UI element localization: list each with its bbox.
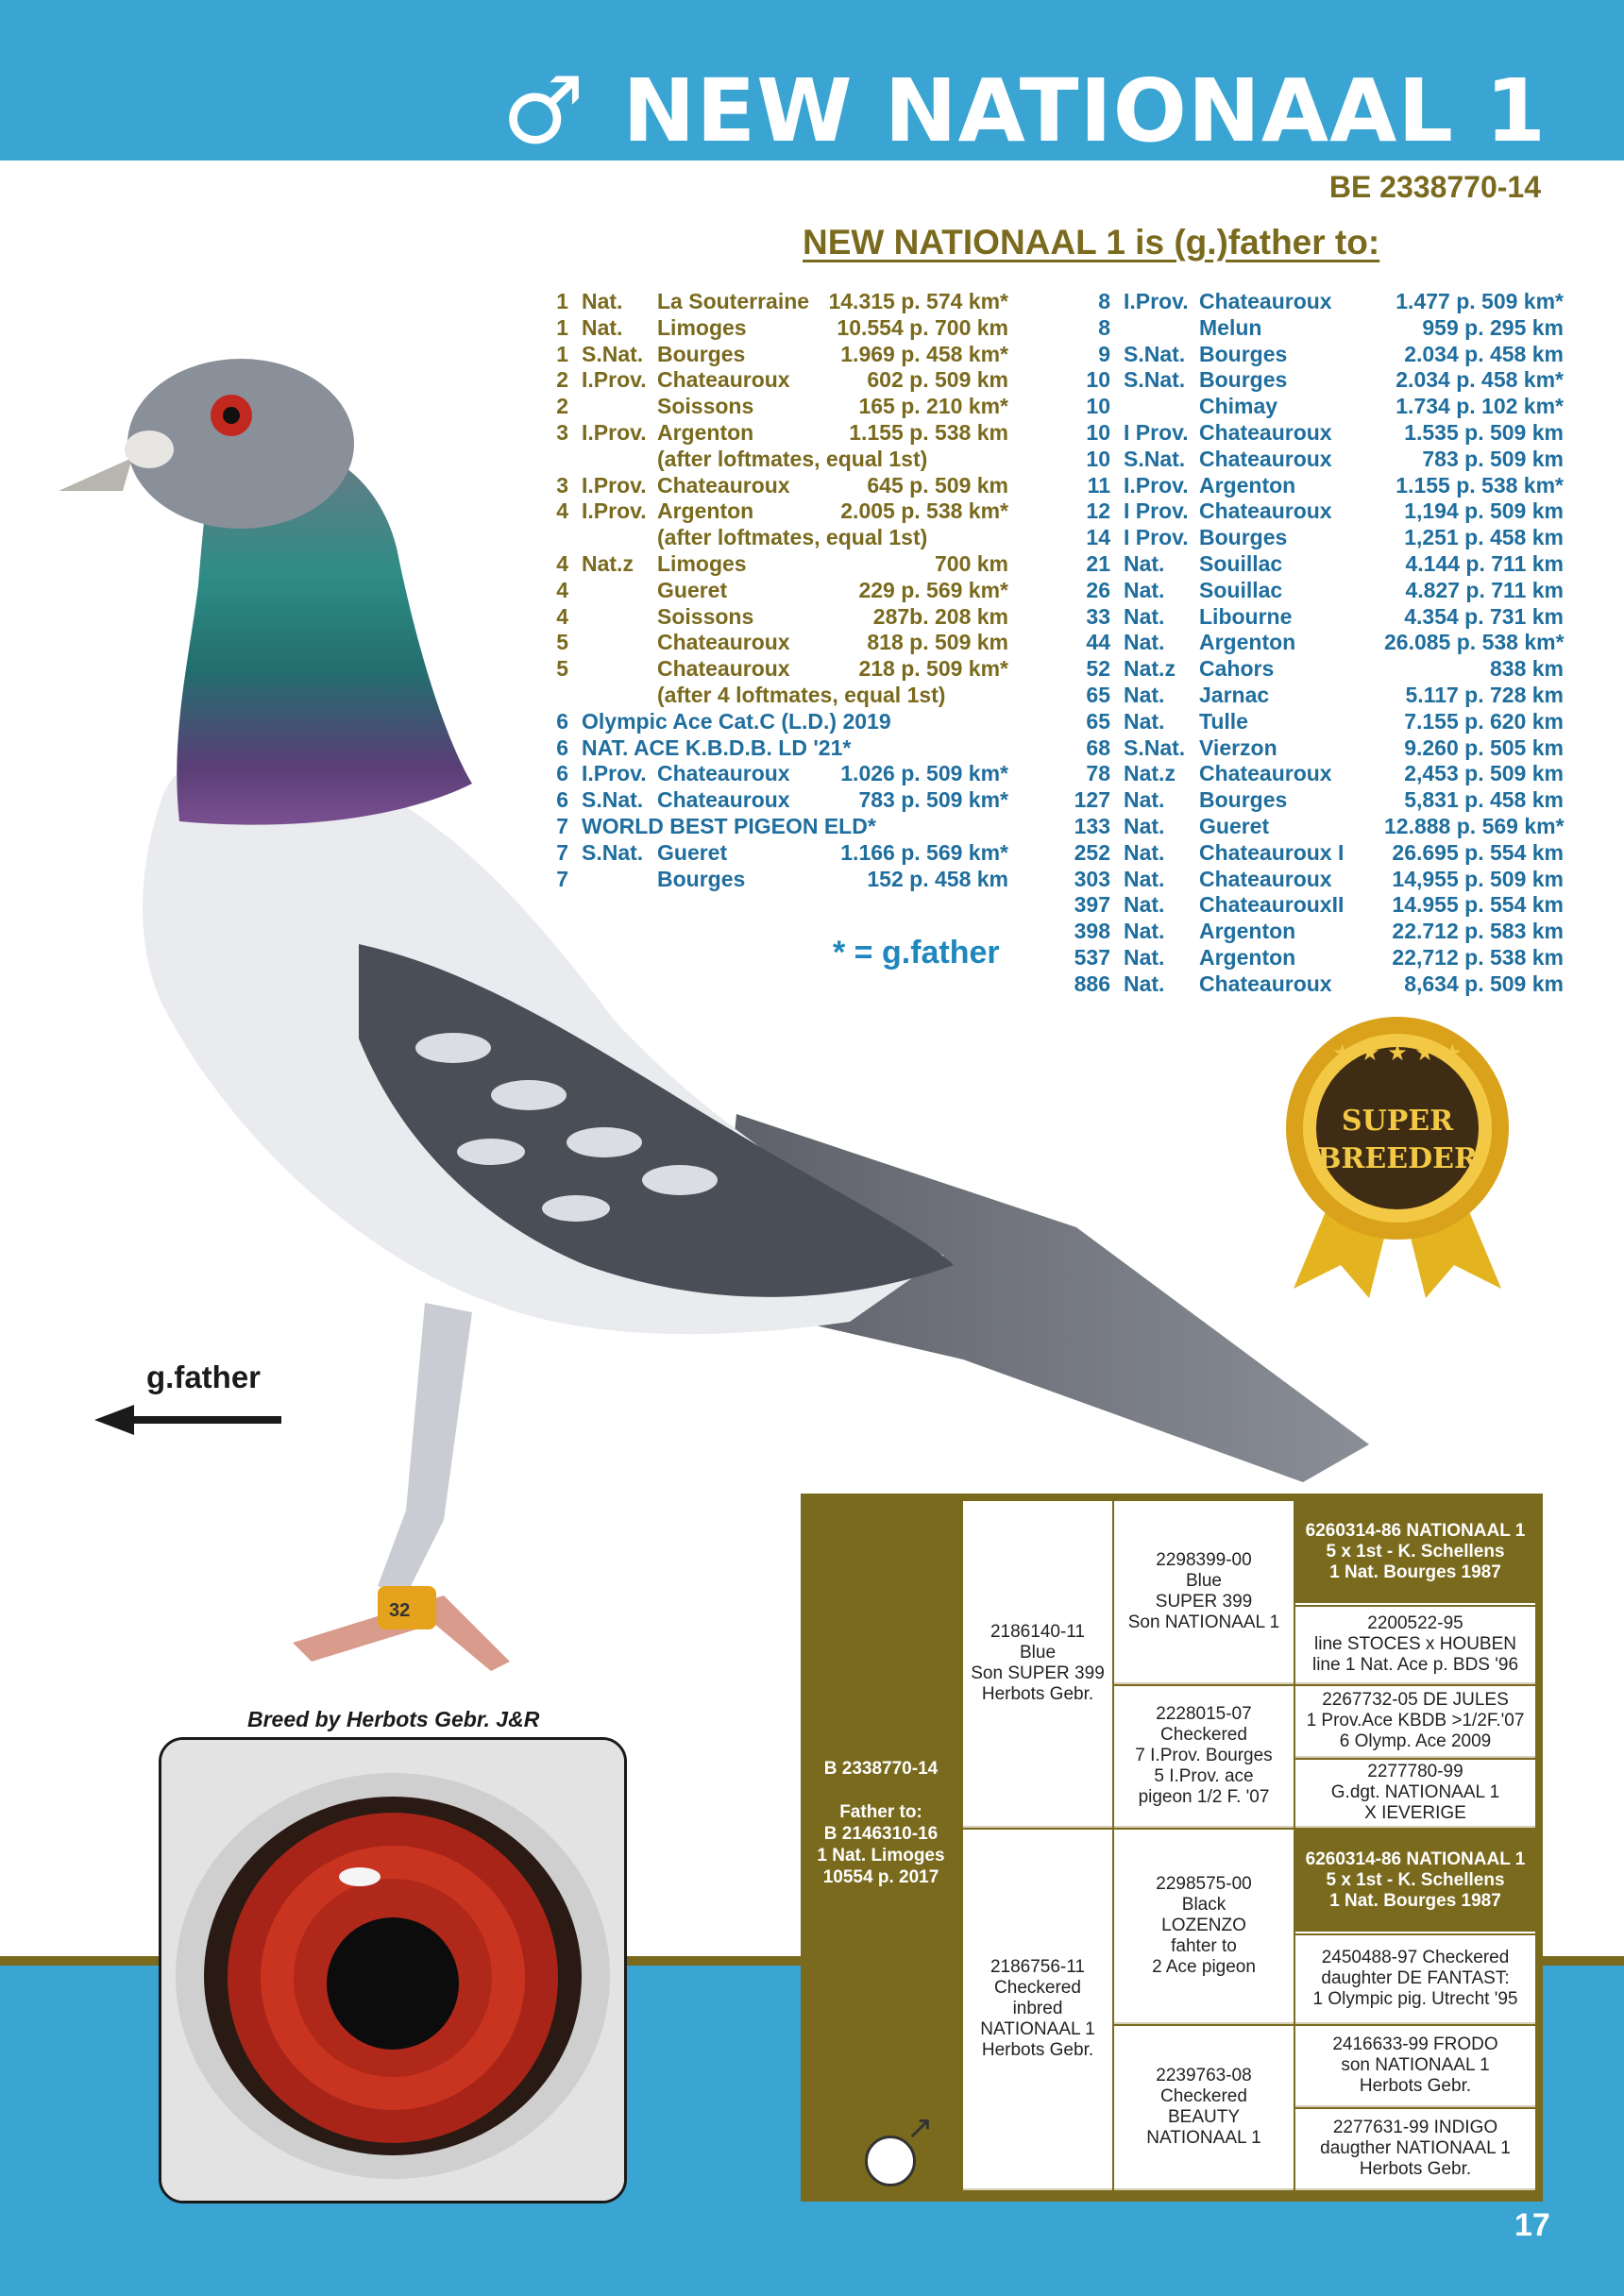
result-birds-distance: 2.034 p. 458 km [1404,341,1564,366]
result-rank: 11 [1087,472,1110,498]
result-row [1057,367,1564,394]
result-rank: 65 [1086,708,1110,734]
result-rank: 68 [1086,734,1110,760]
badge-line-1: SUPER [1341,1105,1454,1138]
result-row [534,394,1134,420]
pedigree-gen4-3: 2267732-05 DE JULES 1 Prov.Ace KBDB >1/2F.'07 6 Olymp. Ace 2009 [1295,1686,1535,1758]
result-row [1057,735,1564,762]
result-birds-distance: 1.166 p. 569 km* [840,839,1008,865]
result-race: Vierzon [1199,734,1277,760]
result-race: Limoges [657,550,747,576]
result-level: S.Nat. [1124,734,1186,760]
result-race: Chimay [1199,394,1278,419]
result-birds-distance: 1,251 p. 458 km [1404,525,1564,550]
result-race: Argenton [657,498,754,524]
result-race: Chateauroux [657,787,790,813]
result-race: Tulle [1199,708,1248,734]
result-birds-distance: 4.827 p. 711 km [1405,577,1564,602]
result-race: Chateauroux [1199,761,1332,786]
result-rank: 10 [1086,419,1110,445]
result-race: Chateauroux [1199,446,1332,471]
result-level: Nat. [1124,550,1165,576]
pedigree-gen4-8: 2277631-99 INDIGO daugther NATIONAAL 1 Herbots Gebr. [1295,2109,1535,2190]
result-row [1057,709,1564,735]
result-rank: 10 [1086,394,1110,419]
result-birds-distance: 14.955 p. 554 km [1392,892,1564,918]
super-breeder-badge [1275,1015,1520,1308]
result-row [1057,578,1564,604]
result-level: I Prov. [1124,419,1189,445]
result-rank: 1 [556,314,568,340]
result-row [534,840,1134,867]
result-title: NAT. ACE K.B.D.B. LD '21* [582,734,852,760]
svg-text:32: 32 [389,1600,411,1621]
result-birds-distance: 165 p. 210 km* [858,394,1008,419]
pedigree-gen3-1: 2298399-00 Blue SUPER 399 Son NATIONAAL 1 [1114,1501,1294,1684]
result-row [1057,840,1564,867]
result-row [534,656,1134,683]
result-rank: 6 [556,761,568,786]
result-birds-distance: 5.117 p. 728 km [1405,682,1564,707]
result-row [1057,630,1564,656]
result-row [534,342,1134,368]
result-birds-distance: 1.535 p. 509 km [1404,419,1564,445]
result-rank: 2 [556,394,568,419]
result-rank: 252 [1074,839,1110,865]
svg-text:★ ★ ★ ★ ★: ★ ★ ★ ★ ★ [1331,1039,1463,1066]
result-birds-distance: 2.005 p. 538 km* [840,498,1008,524]
result-row [534,761,1134,787]
result-level: Nat. [582,289,623,313]
result-level: S.Nat. [582,341,644,366]
result-rank: 397 [1074,892,1110,918]
eye-photo [159,1737,627,2203]
result-row [1057,498,1564,525]
pedigree-gen4-5: 6260314-86 NATIONAAL 1 5 x 1st - K. Schellens 1 Nat. Bourges 1987 [1295,1830,1535,1933]
result-race: Soissons [657,603,754,629]
result-race: Chateauroux [657,630,790,655]
result-race: Argenton [1199,630,1296,655]
result-row [534,447,1134,473]
result-race: (after 4 loftmates, equal 1st) [657,682,946,707]
result-birds-distance: 8,634 p. 509 km [1404,971,1564,996]
pedigree-dam: 2186756-11 Checkered inbred NATIONAAL 1 Herbots Gebr. [963,1830,1112,2190]
result-rank: 1 [556,289,568,313]
result-birds-distance: 2,453 p. 509 km [1404,761,1564,786]
result-row [1057,342,1564,368]
result-level: S.Nat. [1124,367,1186,393]
pedigree-gen4-4: 2277780-99 G.dgt. NATIONAAL 1 X IEVERIGE [1295,1760,1535,1828]
result-rank: 303 [1074,866,1110,891]
result-birds-distance: 4.144 p. 711 km [1405,550,1564,576]
result-row [1057,787,1564,814]
result-rank: 7 [556,866,568,891]
result-row [534,814,1134,840]
result-level: I.Prov. [1124,289,1189,313]
result-level: I.Prov. [582,419,647,445]
result-race: Gueret [657,577,728,602]
result-level [582,656,657,683]
result-race: Souillac [1199,577,1283,602]
result-level: Nat. [1124,892,1165,918]
result-rank [534,683,582,709]
result-row [1057,814,1564,840]
result-birds-distance: 22,712 p. 538 km [1392,944,1564,970]
male-arrow-icon: ↗ [906,2109,934,2147]
result-race: Bourges [1199,341,1288,366]
result-rank: 78 [1086,761,1110,786]
badge-line-2: BREEDER [1317,1142,1478,1175]
result-rank: 44 [1086,630,1110,655]
result-rank: 537 [1074,944,1110,970]
result-rank: 1 [556,341,568,366]
result-birds-distance: 229 p. 569 km* [858,577,1008,602]
result-rank: 6 [556,734,568,760]
result-row [534,367,1134,394]
results-heading: NEW NATIONAAL 1 is (g.)father to: [803,223,1380,262]
result-row [1057,892,1564,919]
result-row [1057,945,1564,971]
result-race: Argenton [1199,472,1296,498]
result-level [582,683,657,709]
result-race: Soissons [657,394,754,419]
result-rank: 7 [556,839,568,865]
result-birds-distance: 1.734 p. 102 km* [1396,394,1564,419]
result-row [1057,420,1564,447]
result-rank [534,447,582,473]
result-level: Nat. [1124,577,1165,602]
result-level [582,447,657,473]
result-rank: 398 [1074,919,1110,944]
pedigree-sire: 2186140-11 Blue Son SUPER 399 Herbots Gebr. [963,1501,1112,1828]
result-race: Bourges [1199,525,1288,550]
result-birds-distance: 14.315 p. 574 km* [828,289,1008,313]
result-race: Limoges [657,314,747,340]
result-rank: 21 [1086,550,1110,576]
result-race: Chateauroux I [1199,839,1345,865]
page-title: NEW NATIONAAL 1 [622,60,1547,161]
result-race: Chateauroux [1199,498,1332,524]
result-row [1057,971,1564,998]
result-birds-distance: 959 p. 295 km [1422,314,1564,340]
result-rank: 8 [1098,314,1110,340]
result-birds-distance: 7.155 p. 620 km [1404,708,1564,734]
result-rank: 3 [556,419,568,445]
result-race: Chateauroux [1199,419,1332,445]
result-level: S.Nat. [582,839,644,865]
pedigree-table [801,1494,1543,2202]
result-level: Nat. [582,314,623,340]
result-level: S.Nat. [1124,341,1186,366]
pedigree-gen3-2: 2228015-07 Checkered 7 I.Prov. Bourges 5 I.Prov. ace pigeon 1/2 F. '07 [1114,1686,1294,1828]
result-rank: 6 [556,787,568,813]
result-race: Jarnac [1199,682,1270,707]
result-level: Nat. [1124,682,1165,707]
result-birds-distance: 9.260 p. 505 km [1404,734,1564,760]
result-race: Bourges [657,866,746,891]
result-race: Chateauroux [1199,289,1332,313]
result-row [1057,656,1564,683]
result-birds-distance: 4.354 p. 731 km [1404,603,1564,629]
result-race: Gueret [1199,813,1270,838]
result-race: Souillac [1199,550,1283,576]
result-level [582,525,657,551]
result-rank: 886 [1074,971,1110,996]
result-birds-distance: 14,955 p. 509 km [1392,866,1564,891]
result-race: Chateauroux [657,367,790,393]
result-row [534,551,1134,578]
result-birds-distance: 645 p. 509 km [867,472,1008,498]
result-birds-distance: 5,831 p. 458 km [1404,787,1564,813]
result-birds-distance: 2.034 p. 458 km* [1396,367,1564,393]
result-birds-distance: 700 km [934,550,1008,576]
result-race: Chateauroux [657,761,790,786]
result-rank: 10 [1086,367,1110,393]
result-level: Nat. [1124,813,1165,838]
result-row [1057,394,1564,420]
result-level: S.Nat. [582,787,644,813]
result-row [534,604,1134,631]
result-birds-distance: 26.085 p. 538 km* [1384,630,1565,655]
result-row [534,498,1134,525]
result-level [582,630,657,656]
result-rank: 4 [556,603,568,629]
result-row [1057,473,1564,499]
result-birds-distance: 1.155 p. 538 km [849,419,1008,445]
header [501,55,1547,168]
result-level: I.Prov. [1124,472,1189,498]
pedigree-gen4-2: 2200522-95 line STOCES x HOUBEN line 1 Nat. Ace p. BDS '96 [1295,1607,1535,1684]
pedigree-main-bird: B 2338770-14 Father to: B 2146310-16 1 Nat. Limoges 10554 p. 2017 [817,1759,945,1887]
result-level: Nat.z [1124,761,1176,786]
ring-number: BE 2338770-14 [1328,170,1541,204]
result-level: Nat. [1124,603,1165,629]
result-race: (after loftmates, equal 1st) [657,525,928,550]
result-rank: 8 [1098,289,1110,313]
result-race: Argenton [657,419,754,445]
results-list-right [1057,289,1564,998]
result-row [534,525,1134,551]
result-level [582,578,657,604]
result-title: WORLD BEST PIGEON ELD* [582,813,876,838]
result-level [1124,394,1199,420]
result-race: Chateauroux [657,472,790,498]
result-row [534,289,1134,315]
pedigree-gen3-3: 2298575-00 Black LOZENZO fahter to 2 Ace pigeon [1114,1830,1294,2024]
result-level: S.Nat. [1124,446,1186,471]
pedigree-gen4-7: 2416633-99 FRODO son NATIONAAL 1 Herbots Gebr. [1295,2026,1535,2107]
result-title: Olympic Ace Cat.C (L.D.) 2019 [582,708,891,734]
result-level: Nat. [1124,630,1165,655]
result-row [534,867,1134,893]
result-level: I.Prov. [582,498,647,524]
result-row [534,735,1134,762]
male-symbol-icon: ♂ [501,58,585,165]
result-birds-distance: 1.969 p. 458 km* [840,341,1008,366]
result-birds-distance: 1,194 p. 509 km [1404,498,1564,524]
result-row [534,473,1134,499]
result-race: Melun [1199,314,1262,340]
pedigree-gen4-1: 6260314-86 NATIONAAL 1 5 x 1st - K. Schellens 1 Nat. Bourges 1987 [1295,1501,1535,1605]
result-rank: 5 [556,656,568,682]
result-row [534,683,1134,709]
result-level: I.Prov. [582,367,647,393]
result-row [534,787,1134,814]
result-race: Chateauroux [1199,971,1332,996]
pedigree-gen3-4: 2239763-08 Checkered BEAUTY NATIONAAL 1 [1114,2026,1294,2190]
result-birds-distance: 218 p. 509 km* [858,656,1008,682]
result-rank: 14 [1086,525,1110,550]
result-level: I Prov. [1124,525,1189,550]
result-rank: 10 [1086,446,1110,471]
result-rank: 6 [556,708,568,734]
result-rank [534,525,582,551]
result-race: Bourges [657,341,746,366]
result-rank: 52 [1086,656,1110,682]
result-rank: 4 [556,577,568,602]
page-number: 17 [1514,2207,1550,2243]
result-level: Nat. [1124,971,1165,996]
result-rank: 2 [556,367,568,393]
result-birds-distance: 1.026 p. 509 km* [840,761,1008,786]
result-row [1057,761,1564,787]
gfather-legend: * = g.father [833,935,1000,971]
result-row [1057,919,1564,945]
gfather-label: g.father [146,1359,262,1394]
result-birds-distance: 838 km [1489,656,1564,682]
result-level [1124,315,1199,342]
pedigree-gen4-6: 2450488-97 Checkered daughter DE FANTAST: 1 Olympic pig. Utrecht '95 [1295,1935,1535,2024]
result-birds-distance: 1.477 p. 509 km* [1396,289,1564,313]
result-level: Nat. [1124,919,1165,944]
result-birds-distance: 10.554 p. 700 km [837,314,1008,340]
result-rank: 65 [1086,682,1110,707]
results-list-left [534,289,1134,892]
result-row [1057,447,1564,473]
result-rank: 5 [556,630,568,655]
result-level [582,604,657,631]
result-birds-distance: 783 p. 509 km* [858,787,1008,813]
result-race: Chateauroux [657,656,790,682]
result-row [534,709,1134,735]
result-race: Chateauroux [1199,866,1332,891]
result-birds-distance: 602 p. 509 km [867,367,1008,393]
result-birds-distance: 783 p. 509 km [1422,446,1564,471]
result-race: ChateaurouxII [1199,892,1345,918]
result-row [1057,683,1564,709]
result-level [582,867,657,893]
result-birds-distance: 287b. 208 km [872,603,1008,629]
result-level: Nat. [1124,866,1165,891]
result-level: I.Prov. [582,472,647,498]
result-level: Nat.z [582,550,634,576]
result-level: Nat. [1124,708,1165,734]
result-race: Bourges [1199,367,1288,393]
result-level: I.Prov. [582,761,647,786]
result-rank: 7 [556,813,568,838]
result-race: (after loftmates, equal 1st) [657,446,928,471]
result-rank: 3 [556,472,568,498]
result-birds-distance: 1.155 p. 538 km* [1396,472,1564,498]
result-rank: 33 [1086,603,1110,629]
result-level: I Prov. [1124,498,1189,524]
result-row [534,630,1134,656]
result-birds-distance: 22.712 p. 583 km [1392,919,1564,944]
result-birds-distance: 26.695 p. 554 km [1392,839,1564,865]
result-row [1057,551,1564,578]
result-level: Nat. [1124,787,1165,813]
leg-band [378,1586,436,1629]
result-birds-distance: 818 p. 509 km [867,630,1008,655]
result-row [1057,525,1564,551]
result-race: Argenton [1199,944,1296,970]
result-row [1057,315,1564,342]
result-level: Nat.z [1124,656,1176,682]
result-rank: 4 [556,550,568,576]
pigeon-beak [59,458,132,491]
arrow-left-icon [94,1403,283,1437]
result-row [534,420,1134,447]
result-rank: 26 [1086,577,1110,602]
result-level: Nat. [1124,944,1165,970]
result-race: Gueret [657,839,728,865]
result-race: Bourges [1199,787,1288,813]
bred-by-caption: Breed by Herbots Gebr. J&R [247,1707,540,1731]
result-race: Argenton [1199,919,1296,944]
result-birds-distance: 152 p. 458 km [867,866,1008,891]
result-rank: 4 [556,498,568,524]
result-row [534,578,1134,604]
result-rank: 127 [1074,787,1110,813]
result-level: Nat. [1124,839,1165,865]
result-rank: 9 [1098,341,1110,366]
pigeon-leg [378,1303,472,1595]
result-birds-distance: 12.888 p. 569 km* [1384,813,1565,838]
result-race: Cahors [1199,656,1275,682]
result-row [1057,867,1564,893]
result-rank: 133 [1074,813,1110,838]
result-race: Libourne [1199,603,1293,629]
result-level [582,394,657,420]
result-rank: 12 [1086,498,1110,524]
result-row [1057,604,1564,631]
result-race: La Souterraine [657,289,810,313]
result-row [1057,289,1564,315]
result-row [534,315,1134,342]
